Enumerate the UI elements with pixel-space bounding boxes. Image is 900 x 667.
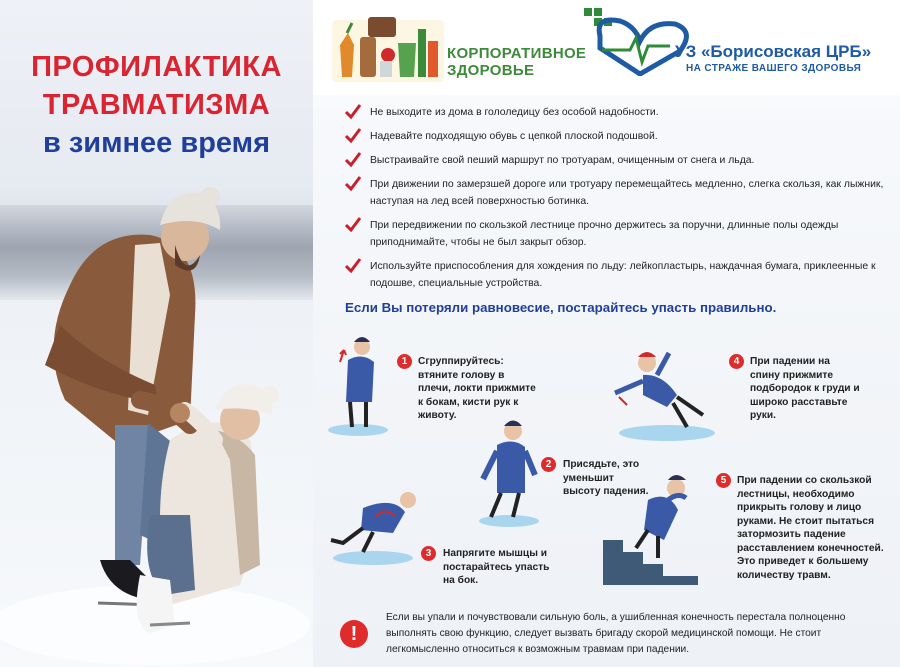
- tips-list: [342, 104, 890, 292]
- step4-number-badge: 4: [729, 354, 744, 369]
- tip-text: Не выходите из дома в гололедицу без особой надобности.: [370, 107, 659, 118]
- check-icon: [344, 151, 362, 169]
- winter-couple-photo: [0, 185, 313, 667]
- poster-title-line3: в зимнее время: [42, 127, 271, 159]
- step3-text: Напрягите мышцы и постарайтесь упасть на бок.: [443, 548, 550, 586]
- left-panel: [0, 0, 313, 667]
- check-icon: [344, 103, 362, 121]
- check-icon: [344, 127, 362, 145]
- tip-text: При передвижении по скользкой лестнице прочно держитесь за поручни, длинные полы одежды приподнимайте, чтобы не был закрыт обзор.: [370, 220, 839, 248]
- tip-text: Используйте приспособления для хождения по льду: лейкопластырь, наждачная бумага, приклеенные к подошве, специальные устройства.: [370, 261, 876, 289]
- tip-text: При движении по замерзшей дороге или тротуару перемещайтесь медленно, слегка скользя, как лыжник, наступая на лед всей поверхностью ботинка.: [370, 179, 884, 207]
- step2-figure-icon: [473, 413, 543, 528]
- step3-figure-icon: [323, 488, 423, 568]
- check-icon: [344, 257, 362, 275]
- list-item: [342, 152, 890, 169]
- list-item: [342, 258, 890, 292]
- corporate-health-logo-text: [447, 45, 586, 79]
- list-item: [342, 104, 890, 121]
- step5-stairs-figure-icon: [598, 470, 713, 585]
- check-icon: [344, 216, 362, 234]
- healthy-lifestyle-logo-icon: [332, 15, 444, 87]
- hospital-heart-logo-icon: [580, 6, 700, 76]
- warning-icon: !: [340, 620, 368, 648]
- section-title: Если Вы потеряли равновесие, постарайтесь упасть правильно.: [345, 300, 777, 315]
- warning-text: Если вы упали и почувствовали сильную боль, а ушибленная конечность перестала полноценно выполнять свою функцию, следует вызвать бригаду скорой медицинской помощи. Не стоит легкомысленно относиться к возможным травмам при падении.: [386, 612, 846, 655]
- tip-text: Надевайте подходящую обувь с цепкой плоской подошвой.: [370, 131, 658, 142]
- list-item: [342, 217, 890, 251]
- hospital-slogan: НА СТРАЖЕ ВАШЕГО ЗДОРОВЬЯ: [686, 63, 862, 74]
- hospital-name: УЗ «Борисовская ЦРБ»: [675, 42, 872, 61]
- step1-figure-icon: [322, 332, 392, 437]
- list-item: [342, 176, 890, 210]
- step2-number-badge: 2: [541, 457, 556, 472]
- step4-text: При падении на спину прижмите подбородок к груди и широко расставьте руки.: [750, 356, 860, 421]
- list-item: [342, 128, 890, 145]
- step5-number-badge: 5: [716, 473, 731, 488]
- program-line1: КОРПОРАТИВНОЕ: [447, 45, 587, 62]
- poster-title-line1: ПРОФИЛАКТИКА: [31, 51, 282, 83]
- step4-figure-icon: [607, 345, 717, 445]
- check-icon: [344, 175, 362, 193]
- step1-text: Сгруппируйтесь: втяните голову в плечи, локти прижмите к бокам, кисти рук к животу.: [418, 356, 536, 421]
- step5-text: При падении со скользкой лестницы, необходимо прикрыть голову и лицо руками. Не стоит пытаться затормозить падение расставлением конечностей. Это приведет к большему количеству травм.: [737, 475, 884, 581]
- step2-text: Присядьте, это уменьшит высоту падения.: [563, 459, 649, 497]
- step3-number-badge: 3: [421, 546, 436, 561]
- step1-number-badge: 1: [397, 354, 412, 369]
- poster-title-line2: ТРАВМАТИЗМА: [42, 89, 271, 121]
- program-line2: ЗДОРОВЬЕ: [447, 62, 535, 79]
- tip-text: Выстраивайте свой пеший маршрут по тротуарам, очищенным от снега и льда.: [370, 155, 755, 166]
